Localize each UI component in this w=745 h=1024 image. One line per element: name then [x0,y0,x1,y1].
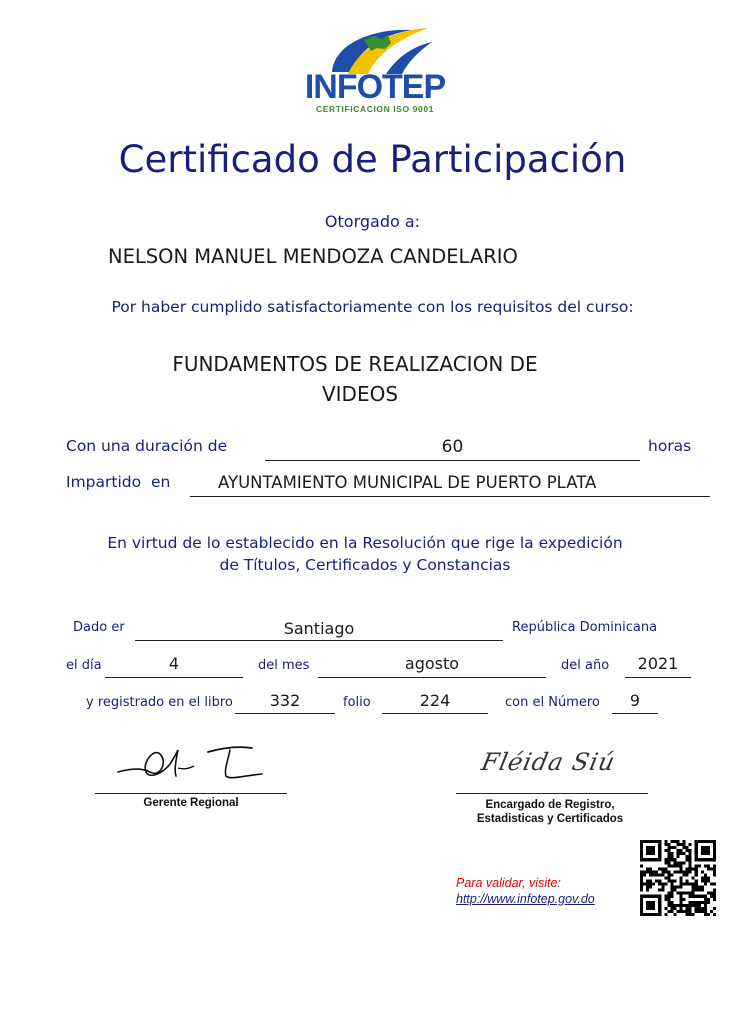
month-label: del mes [258,658,310,673]
number-underline [612,713,658,714]
recipient-name: NELSON MANUEL MENDOZA CANDELARIO [108,245,518,268]
year-label: del año [561,658,610,673]
resolution-line1: En virtud de lo establecido en la Resolución que rige la expedición [107,534,623,552]
left-signature-line [95,793,287,794]
given-city-underline [135,640,503,641]
right-signature-title-2: Estadisticas y Certificados [476,813,624,825]
day-underline [105,677,243,678]
location-underline [190,496,710,497]
left-signature [112,738,282,788]
requirement-text: Por haber cumplido satisfactoriamente con los requisitos del curso: [111,298,634,316]
day-value: 4 [168,654,180,673]
month-value: agosto [404,654,460,673]
validate-text: Para validar, visite: [456,876,561,890]
course-name-line1: FUNDAMENTOS DE REALIZACION DE [172,352,538,376]
book-label: y registrado en el libro [86,695,233,710]
number-label: con el Número [505,695,600,710]
location-label: Impartido en [66,473,171,491]
book-underline [235,713,335,714]
location-value: AYUNTAMIENTO MUNICIPAL DE PUERTO PLATA [218,473,597,492]
month-underline [318,677,546,678]
folio-underline [382,713,488,714]
validate-link[interactable]: http://www.infotep.gov.do [456,892,595,906]
given-city: Santiago [283,619,355,638]
right-signature: Fléida Siú [479,748,619,776]
folio-value: 224 [419,691,451,710]
certificate-title: Certificado de Participación [118,138,627,181]
duration-underline [265,460,640,461]
left-signature-title: Gerente Regional [143,797,239,809]
logo-tagline: CERTIFICACION ISO 9001 [315,104,435,114]
year-underline [625,677,691,678]
duration-unit: horas [648,437,692,455]
awarded-label: Otorgado a: [324,212,421,231]
infotep-logo [290,16,460,116]
course-name-line2: VIDEOS [321,382,399,406]
qr-code[interactable] [640,840,716,916]
right-signature-line [456,793,648,794]
resolution-line2: de Títulos, Certificados y Constancias [219,556,511,574]
day-label: el día [66,658,102,673]
duration-label: Con una duración de [66,437,228,455]
given-country: República Dominicana [512,620,658,635]
year-value: 2021 [637,654,679,673]
book-value: 332 [269,691,301,710]
right-signature-title-1: Encargado de Registro, [485,799,615,811]
logo-wordmark: INFOTEP [304,68,446,106]
given-label: Dado er [73,620,125,635]
duration-value: 60 [441,437,464,457]
folio-label: folio [343,695,371,710]
number-value: 9 [629,691,641,710]
